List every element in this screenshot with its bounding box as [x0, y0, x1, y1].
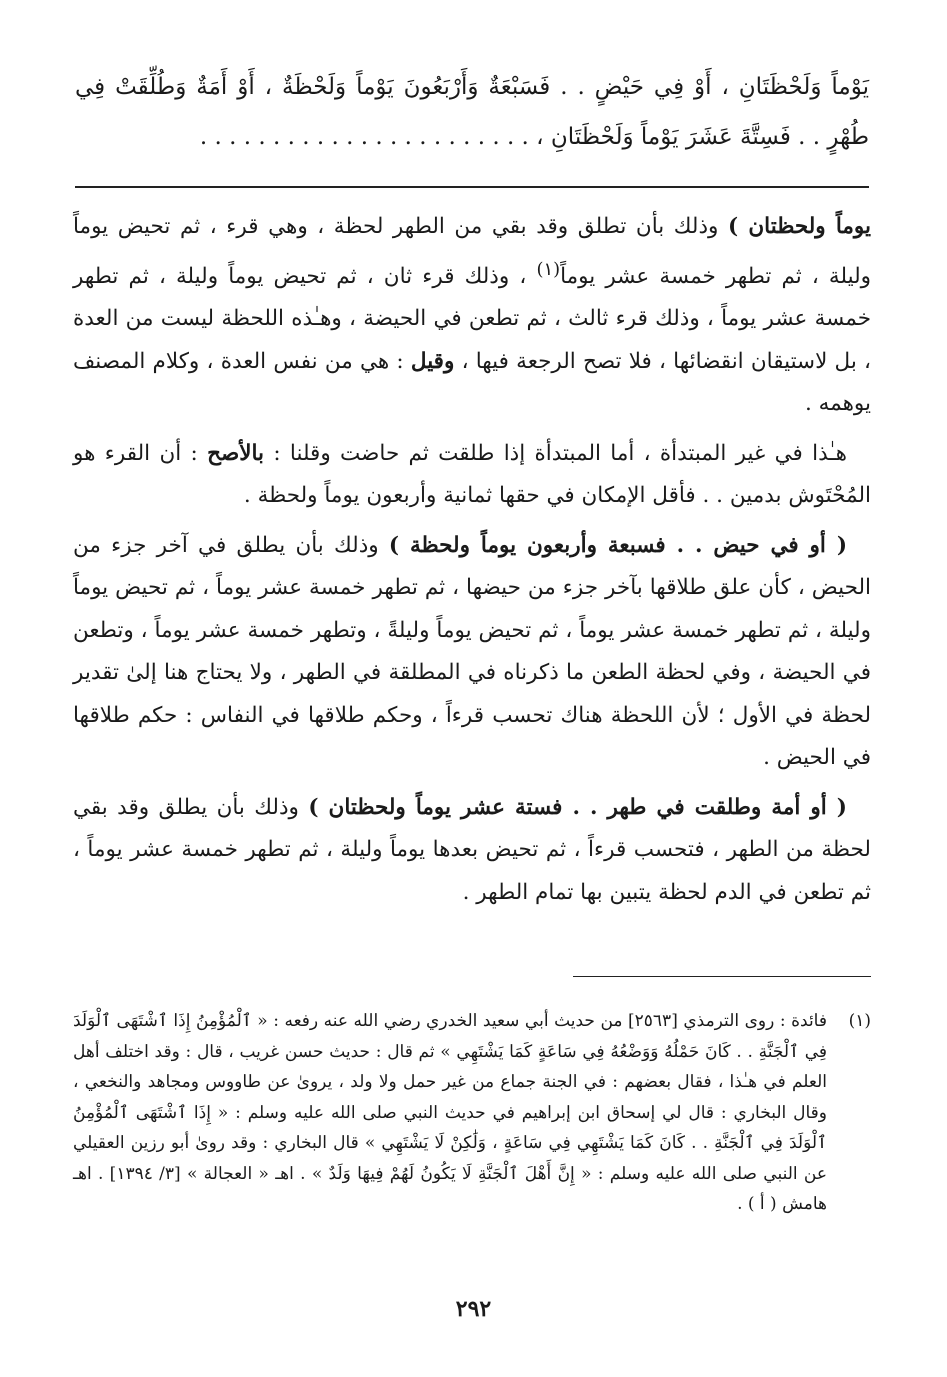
footnote-block	[73, 1006, 871, 1220]
footnote-number: (١)	[848, 1011, 871, 1031]
sharh-paragraph-3	[73, 525, 871, 780]
quoted-matn-phrase: ( أو في حيض . . فسبعة وأربعون يوماً ولحظة )	[388, 532, 847, 558]
commentary-text: وذلك بأن تطلق وقد بقي من الطهر لحظة ، وهي قرء ، ثم تحيض يوماً وليلة ، ثم تطهر خمسة عشر يوماً	[73, 214, 871, 289]
footnote-text: فائدة : روى الترمذي [٢٥٦٣] من حديث أبي سعيد الخدري رضي الله عنه رفعه : « ٱلْمُؤْمِنُ إِذَا ٱشْتَهَى ٱلْوَلَدَ فِي ٱلْجَنَّةِ . . كَانَ حَمْلُهُ وَوَضْعُهُ فِي سَاعَةٍ كَمَا يَشْتَهِي » ثم قال : حديث حسن غريب ، قال : وقد اختلف أهل العلم في هـٰذا ، فقال بعضهم : في الجنة جماع من غير حمل ولا ولد ، يروىٰ عن طاووس ومجاهد والنخعي ، وقال البخاري : قال لي إسحاق ابن إبراهيم في حديث النبي صلى الله عليه وسلم : « إِذَا ٱشْتَهَى ٱلْمُؤْمِنُ ٱلْوَلَدَ فِي ٱلْجَنَّةِ . . كَانَ كَمَا يَشْتَهِي فِي سَاعَةٍ ، وَلَٰكِنْ لَا يَشْتَهِي » قال البخاري : وقد روىٰ أبو رزين العقيلي عن النبي صلى الله عليه وسلم : « إِنَّ أَهْلَ ٱلْجَنَّةِ لَا يَكُونُ لَهُمْ فِيهَا وَلَدٌ » . اهـ « العجالة » [٣/ ١٣٩٤] . اهـ هامش ( أ ) .	[73, 1011, 827, 1214]
sharh-commentary-block	[73, 206, 871, 921]
sharh-paragraph-2	[73, 433, 871, 518]
footnote-reference[interactable]: (١)	[536, 258, 561, 280]
bold-term-asahh: بالأصح	[207, 440, 265, 466]
matn-separator-rule	[75, 186, 869, 188]
commentary-text: وذلك بأن يطلق وقد بقي لحظة من الطهر ، فتحسب قرءاً ، ثم تحيض بعدها يوماً وليلة ، ثم تطهر خمسة عشر يوماً ، ثم تطعن في الدم لحظة يتبين بها تمام الطهر .	[73, 794, 871, 905]
bold-term-qila: وقيل	[410, 348, 455, 374]
sharh-paragraph-4	[73, 787, 871, 915]
commentary-text: هـٰذا في غير المبتدأة ، أما المبتدأة إذا طلقت ثم حاضت وقلنا :	[264, 440, 847, 466]
matn-text-block	[75, 62, 869, 162]
sharh-paragraph-1	[73, 206, 871, 426]
commentary-text: وذلك بأن يطلق في آخر جزء من الحيض ، كأن علق طلاقها بآخر جزء من حيضها ، ثم تطهر خمسة عشر يوماً ، ثم تحيض يوماً وليلة ، ثم تطهر خمسة عشر يوماً ، ثم تحيض يوماً وليلةً ، وتطهر خمسة عشر يوماً ، وتطعن في الحيضة ، وفي لحظة الطعن ما ذكرناه في المطلقة في الطهر ، ولا يحتاج هنا إلىٰ تقدير لحظة في الأول ؛ لأن اللحظة هناك تحسب قرءاً ، وحكم طلاقها في النفاس : حكم طلاقها في الحيض .	[73, 532, 871, 771]
page-number: ٢٩٢	[455, 1296, 492, 1322]
commentary-text: ، وذلك قرء ثان ، ثم تحيض يوماً وليلة ، ثم تطهر خمسة عشر يوماً ، وذلك قرء ثالث ، ثم تطعن في الحيضة ، وهـٰذه اللحظة ليست من العدة ، بل لاستيقان انقضائها ، فلا تصح الرجعة فيها ،	[73, 263, 871, 374]
commentary-text: : هي من نفس العدة ، وكلام المصنف يوهمه .	[73, 348, 871, 417]
footnote-separator-rule	[573, 976, 871, 977]
commentary-text: : أن القرء هو المُحْتَوش بدمين . . فأقل الإمكان في حقها ثمانية وأربعون يوماً ولحظة .	[73, 440, 871, 509]
quoted-matn-phrase: يوماً ولحظتان )	[727, 214, 872, 239]
quoted-matn-phrase: ( أو أمة وطلقت في طهر . . فستة عشر يوماً ولحظتان )	[308, 794, 847, 820]
matn-paragraph: يَوْماً وَلَحْظَتَانِ ، أَوْ فِي حَيْضٍ . . فَسَبْعَةٌ وَأَرْبَعُونَ يَوْماً وَلَحْظَةٌ ، أَوْ أَمَةٌ وَطُلِّقَتْ فِي طُهْرٍ . . فَسِتَّةَ عَشَرَ يَوْماً وَلَحْظَتَانِ ، . . . . . . . . . . . . . . . . . . . . . . .	[75, 74, 869, 150]
